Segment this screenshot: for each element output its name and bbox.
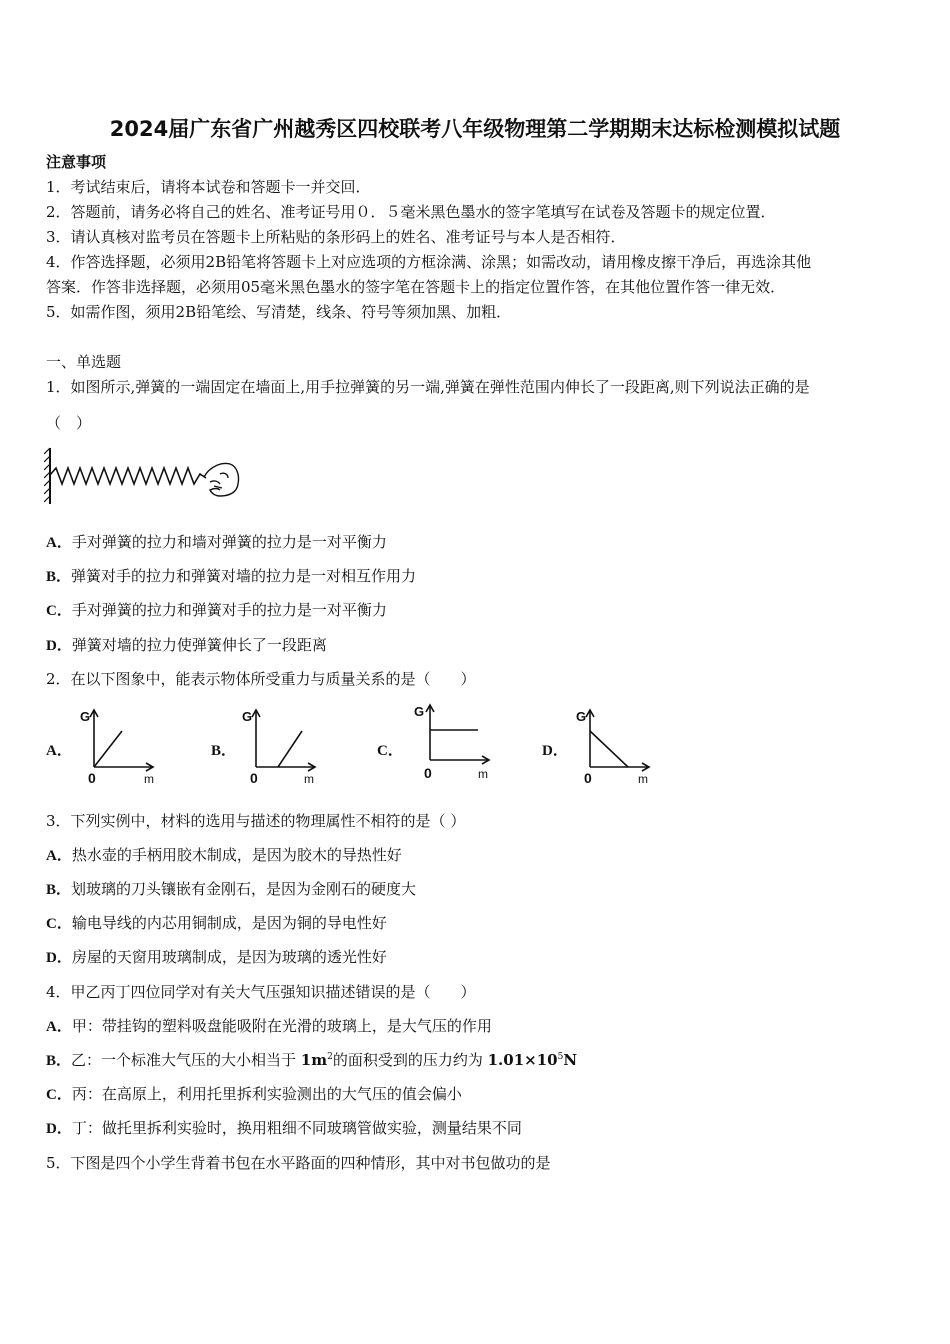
question-1-paren: （ ） <box>46 414 92 432</box>
q4-option-a[interactable]: A．甲：带挂钩的塑料吸盘能吸附在光滑的玻璃上，是大气压的作用 <box>46 1017 492 1035</box>
section-heading: 一、单选题 <box>46 353 122 371</box>
origin-label: 0 <box>250 770 258 786</box>
q1-option-c[interactable]: C．手对弹簧的拉力和弹簧对手的拉力是一对平衡力 <box>46 601 387 619</box>
q2-option-a-label[interactable]: A． <box>46 743 72 759</box>
q1-option-b[interactable]: B．弹簧对手的拉力和弹簧对墙的拉力是一对相互作用力 <box>46 567 417 585</box>
q4-option-d[interactable]: D．丁：做托里拆利实验时，换用粗细不同玻璃管做实验，测量结果不同 <box>46 1119 522 1137</box>
y-axis-label: G <box>576 709 587 724</box>
question-4-stem: 4．甲乙丙丁四位同学对有关大气压强知识描述错误的是（ ） <box>46 983 476 1001</box>
q2-graph-c[interactable] <box>412 700 502 782</box>
question-1-stem: 1．如图所示,弹簧的一端固定在墙面上,用手拉弹簧的另一端,弹簧在弹性范围内伸长了一段距离,则下列说法正确的是 <box>46 378 810 396</box>
notice-item: 1．考试结束后，请将本试卷和答题卡一并交回． <box>46 178 371 196</box>
notice-item: 答案．作答非选择题，必须用05毫米黑色墨水的签字笔在答题卡上的指定位置作答，在其他位置作答一律无效． <box>46 278 786 296</box>
question-2-stem: 2．在以下图象中，能表示物体所受重力与质量关系的是（ ） <box>46 670 476 688</box>
q3-option-d[interactable]: D．房屋的天窗用玻璃制成，是因为玻璃的透光性好 <box>46 948 387 966</box>
x-axis-label: m <box>144 772 154 786</box>
q3-option-c[interactable]: C．输电导线的内芯用铜制成，是因为铜的导电性好 <box>46 914 387 932</box>
y-axis-label: G <box>414 704 425 719</box>
origin-label: 0 <box>424 765 432 781</box>
q2-option-c-label[interactable]: C． <box>377 743 403 759</box>
q2-option-d-label[interactable]: D． <box>542 743 568 759</box>
spring-hand-figure <box>44 444 244 506</box>
origin-label: 0 <box>584 770 592 786</box>
notice-heading: 注意事项 <box>46 153 107 171</box>
page-title: 2024届广东省广州越秀区四校联考八年级物理第二学期期末达标检测模拟试题 <box>109 117 841 141</box>
notice-item: 2．答题前，请务必将自己的姓名、准考证号用０．５毫米黑色墨水的签字笔填写在试卷及答题卡的规定位置． <box>46 203 776 221</box>
q1-option-d[interactable]: D．弹簧对墙的拉力使弹簧伸长了一段距离 <box>46 636 327 654</box>
origin-label: 0 <box>88 770 96 786</box>
question-5-stem: 5．下图是四个小学生背着书包在水平路面的四种情形，其中对书包做功的是 <box>46 1154 551 1172</box>
notice-item: 3．请认真核对监考员在答题卡上所粘贴的条形码上的姓名、准考证号与本人是否相符． <box>46 228 626 246</box>
notice-item: 4．作答选择题，必须用2B铅笔将答题卡上对应选项的方框涂满、涂黑；如需改动，请用橡皮擦干净后，再选涂其他 <box>46 253 812 271</box>
q2-graph-a[interactable] <box>80 705 170 787</box>
y-axis-label: G <box>242 709 253 724</box>
x-axis-label: m <box>638 772 648 786</box>
question-3-stem: 3．下列实例中，材料的选用与描述的物理属性不相符的是（ ） <box>46 812 466 830</box>
q2-graph-d[interactable] <box>572 705 662 787</box>
y-axis-label: G <box>80 709 91 724</box>
q4-option-c[interactable]: C．丙：在高原上，利用托里拆利实验测出的大气压的值会偏小 <box>46 1085 462 1103</box>
q1-option-a[interactable]: A．手对弹簧的拉力和墙对弹簧的拉力是一对平衡力 <box>46 533 387 551</box>
q3-option-b[interactable]: B．划玻璃的刀头镶嵌有金刚石，是因为金刚石的硬度大 <box>46 880 417 898</box>
x-axis-label: m <box>304 772 314 786</box>
q2-graph-b[interactable] <box>240 705 330 787</box>
notice-item: 5．如需作图，须用2B铅笔绘、写清楚，线条、符号等须加黑、加粗． <box>46 303 512 321</box>
x-axis-label: m <box>478 767 488 781</box>
q4-option-b[interactable]: B．乙：一个标准大气压的大小相当于 $1m^2$的面积受到的压力约为 $1.01\times 10^5N$ <box>46 1051 578 1069</box>
q2-option-b-label[interactable]: B． <box>211 743 237 759</box>
q3-option-a[interactable]: A．热水壶的手柄用胶木制成，是因为胶木的导热性好 <box>46 846 402 864</box>
